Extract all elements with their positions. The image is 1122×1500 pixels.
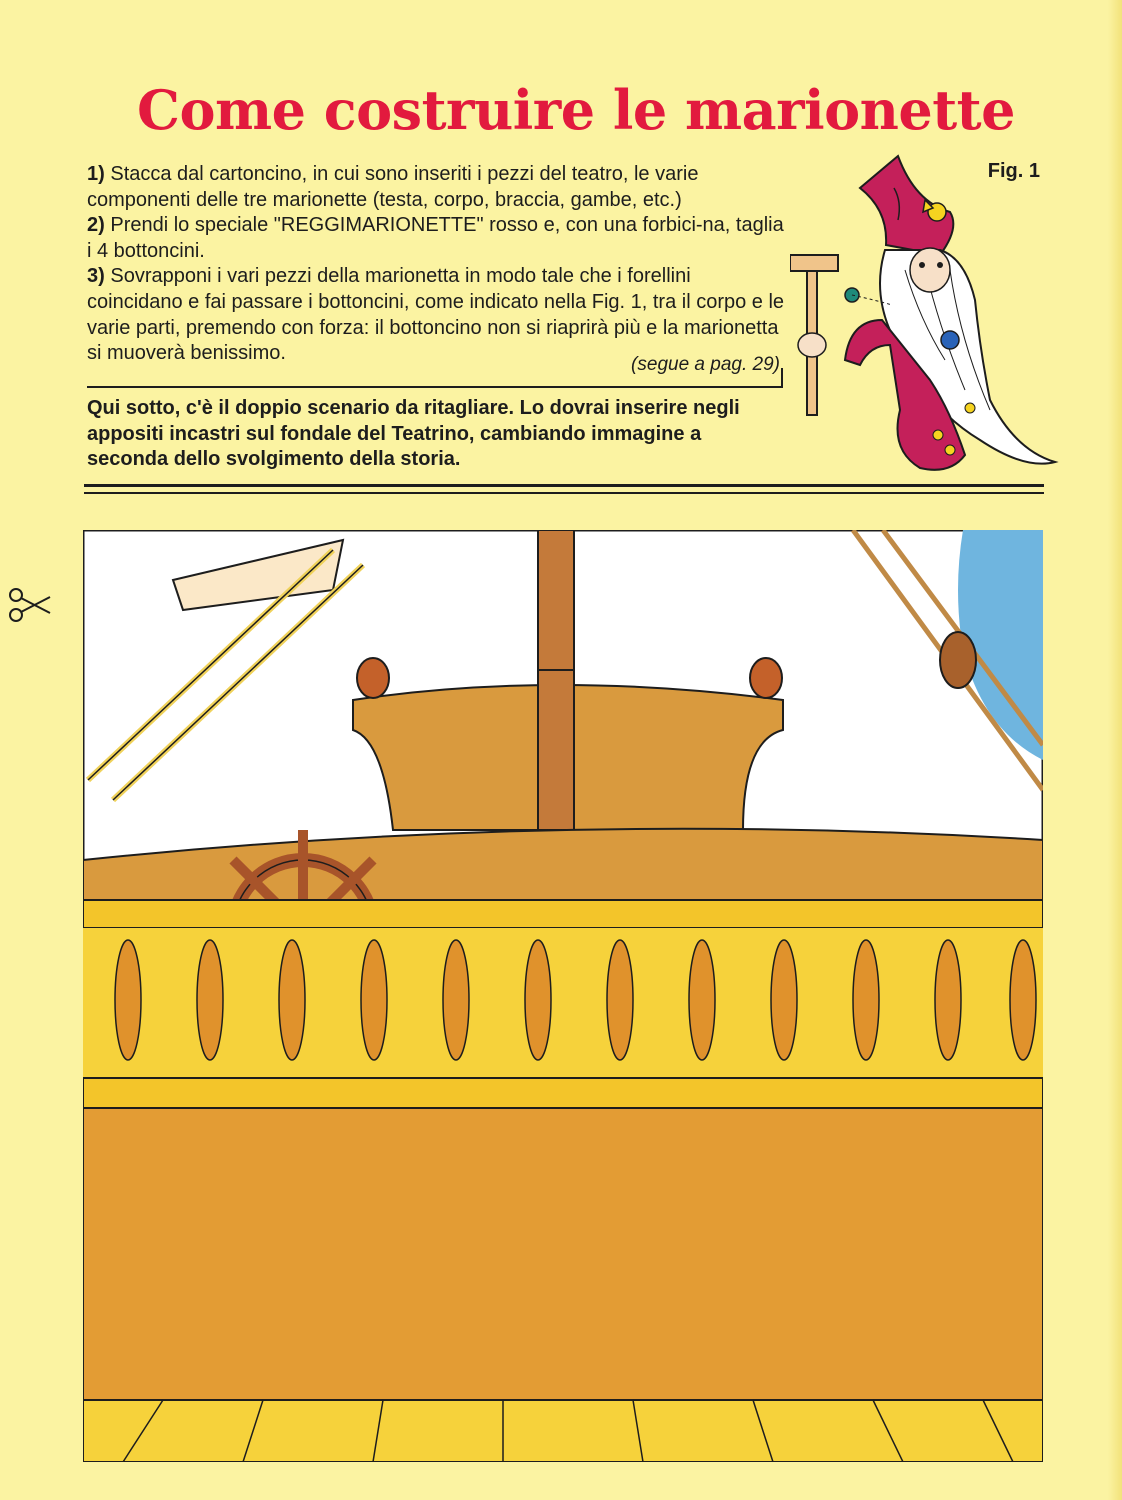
rail-bottom	[83, 1078, 1043, 1108]
continued-note: (segue a pag. 29)	[631, 354, 780, 375]
hammer-head	[790, 255, 838, 271]
step-text: Stacca dal cartoncino, in cui sono inseriti i pezzi del teatro, le varie componenti delle tre marionette (testa, corpo, braccia, gambe, etc.)	[87, 163, 699, 211]
step-number: 2)	[87, 214, 105, 237]
finial-right	[750, 658, 782, 698]
step-number: 1)	[87, 163, 105, 185]
figure-label: Fig. 1	[987, 160, 1040, 182]
wizard-illustration	[790, 150, 1060, 485]
instructions	[87, 162, 787, 367]
rail-top	[83, 900, 1043, 928]
step-text: Sovrapponi i vari pezzi della marionetta in modo tale che i forellini coincidano e fai passare i bottoncini, come indicato nella Fig. 1, tra il corpo e le varie parti, premendo con forza: il bottoncino non si riaprirà più e la marionetta si muoverà benissimo.	[87, 265, 785, 365]
instructions-divider	[87, 386, 783, 388]
step-2	[87, 213, 787, 264]
step-3	[87, 264, 787, 366]
section-rule-bottom	[84, 492, 1044, 494]
pulley-block	[940, 632, 976, 688]
hull	[83, 1108, 1043, 1400]
page-title: Come costruire le marionette	[136, 78, 1015, 142]
step-1	[87, 162, 787, 213]
ship-backdrop-illustration	[83, 530, 1043, 1462]
instructions-side-rule	[781, 368, 783, 388]
button-dot-blue	[941, 331, 959, 349]
scenery-note: Qui sotto, c'è il doppio scenario da ritagliare. Lo dovrai inserire negli appositi incastri sul fondale del Teatrino, cambiando immagine a seconda dello svolgimento della storia.	[87, 397, 740, 471]
step-text: Prendi lo speciale "REGGIMARIONETTE" rosso e, con una forbici-na, taglia i 4 bottoncini.	[87, 214, 784, 262]
page-edge-shadow	[1108, 0, 1122, 1500]
railing-band	[83, 928, 1043, 1078]
finial-left	[357, 658, 389, 698]
step-number: 3)	[87, 265, 105, 288]
scissors-icon	[6, 585, 52, 627]
